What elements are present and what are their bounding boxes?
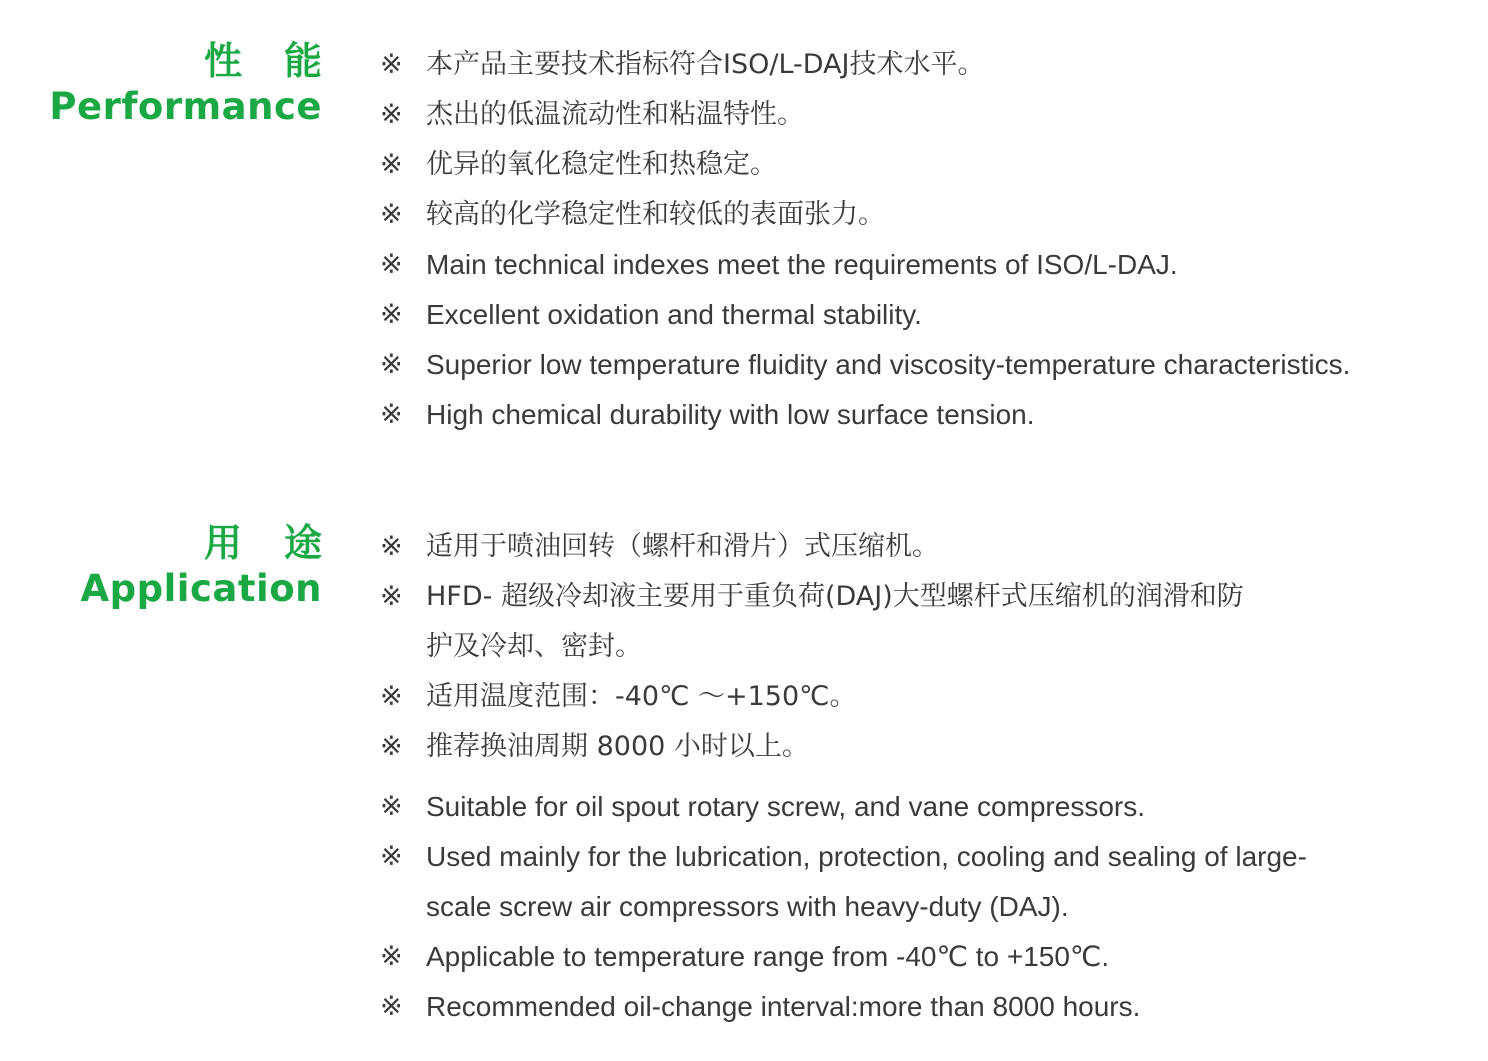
bullet-mark: ※ xyxy=(380,399,403,430)
application-list xyxy=(380,522,1480,1032)
list-item xyxy=(380,240,1480,290)
list-item xyxy=(380,40,1480,90)
bullet-mark: ※ xyxy=(380,731,403,762)
list-item-text: 适用于喷油回转（螺杆和滑片）式压缩机。 xyxy=(426,531,939,562)
list-item xyxy=(380,340,1480,390)
list-spacer xyxy=(380,772,1480,782)
list-item-text: Excellent oxidation and thermal stability. xyxy=(426,299,922,330)
list-item xyxy=(380,572,1480,672)
list-item xyxy=(380,932,1480,982)
list-item-text: HFD- 超级冷却液主要用于重负荷(DAJ)大型螺杆式压缩机的润滑和防护及冷却、密封。 xyxy=(426,581,1244,662)
bullet-mark: ※ xyxy=(380,149,403,180)
list-item-text: High chemical durability with low surface tension. xyxy=(426,399,1035,430)
application-title-zh-char-2: 途 xyxy=(283,521,322,565)
list-item xyxy=(380,982,1480,1032)
list-item-text: Superior low temperature fluidity and viscosity-temperature characteristics. xyxy=(426,349,1351,380)
list-item xyxy=(380,290,1480,340)
list-item-text: 推荐换油周期 8000 小时以上。 xyxy=(426,731,809,762)
list-item-text: 优异的氧化稳定性和热稳定。 xyxy=(426,149,777,180)
performance-title-zh-char-2: 能 xyxy=(283,39,322,83)
list-item xyxy=(380,390,1480,440)
performance-title-en: Performance xyxy=(49,85,322,128)
list-item xyxy=(380,722,1480,772)
list-item xyxy=(380,90,1480,140)
list-item-text: 较高的化学稳定性和较低的表面张力。 xyxy=(426,199,885,230)
list-item xyxy=(380,522,1480,572)
bullet-mark: ※ xyxy=(380,49,403,80)
list-item-text: Applicable to temperature range from -40℃ to +150℃. xyxy=(426,941,1110,972)
list-item xyxy=(380,140,1480,190)
list-item-text: 本产品主要技术指标符合ISO/L-DAJ技术水平。 xyxy=(426,49,985,80)
bullet-mark: ※ xyxy=(380,941,403,972)
performance-title-zh xyxy=(0,38,322,84)
list-item-text: Suitable for oil spout rotary screw, and vane compressors. xyxy=(426,791,1146,822)
performance-heading xyxy=(0,38,322,130)
bullet-mark: ※ xyxy=(380,99,403,130)
bullet-mark: ※ xyxy=(380,991,403,1022)
bullet-mark: ※ xyxy=(380,249,403,280)
application-heading xyxy=(0,520,322,612)
performance-list xyxy=(380,40,1480,440)
bullet-mark: ※ xyxy=(380,841,403,872)
application-title-en: Application xyxy=(80,567,322,610)
list-item-text: Recommended oil-change interval:more than 8000 hours. xyxy=(426,991,1141,1022)
bullet-mark: ※ xyxy=(380,299,403,330)
list-item xyxy=(380,832,1480,932)
application-title-zh xyxy=(0,520,322,566)
list-item-text: Main technical indexes meet the requirements of ISO/L-DAJ. xyxy=(426,249,1178,280)
list-item xyxy=(380,782,1480,832)
bullet-mark: ※ xyxy=(380,791,403,822)
bullet-mark: ※ xyxy=(380,349,403,380)
list-item-text: 杰出的低温流动性和粘温特性。 xyxy=(426,99,804,130)
application-title-zh-char-1: 用 xyxy=(203,521,242,565)
bullet-mark: ※ xyxy=(380,681,403,712)
list-item xyxy=(380,190,1480,240)
list-item-text: 适用温度范围：-40℃ ～+150℃。 xyxy=(426,681,857,712)
bullet-mark: ※ xyxy=(380,581,403,612)
bullet-mark: ※ xyxy=(380,199,403,230)
list-item-text: Used mainly for the lubrication, protection, cooling and sealing of large-scale screw air compressors with heavy-duty (DAJ). xyxy=(426,841,1307,922)
performance-title-zh-char-1: 性 xyxy=(203,39,242,83)
list-item xyxy=(380,672,1480,722)
bullet-mark: ※ xyxy=(380,531,403,562)
